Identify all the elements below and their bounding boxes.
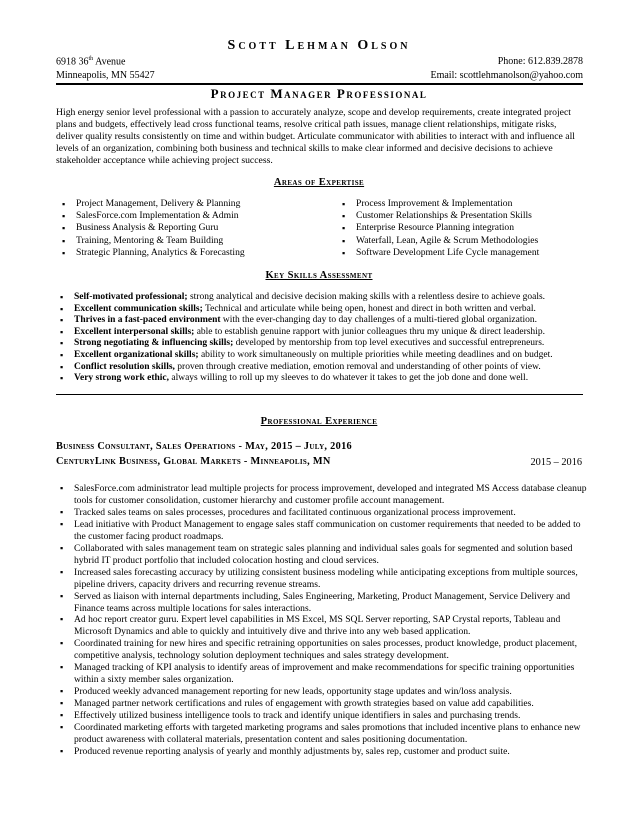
job-bullet: ▪ Tracked sales teams on sales processes, procedures and facilitated continuous organizational process improvement. xyxy=(56,507,588,519)
skill-description: able to establish genuine rapport with junior colleagues thru my unique & direct leadership. xyxy=(194,326,545,337)
skill-description: with the ever-changing day to day challenges of a multi-tiered global organization. xyxy=(220,315,538,326)
skill-name: Excellent organizational skills; xyxy=(74,349,199,360)
skill-description: always willing to roll up my sleeves to do whatever it takes to get the job done and done well. xyxy=(169,373,529,384)
expertise-list-right xyxy=(338,198,598,259)
skill-name: Very strong work ethic, xyxy=(74,373,169,384)
job-bullet: ▪ Produced revenue reporting analysis of yearly and monthly adjustments by, sales rep, customer and product suite. xyxy=(56,746,588,758)
address-line-2: Minneapolis, MN 55427 xyxy=(56,70,155,81)
job-bullet: ▪ Effectively utilized business intelligence tools to track and identify unique identifiers in sales and purchasing trends. xyxy=(56,710,588,722)
summary-paragraph: High energy senior level professional with a passion to accurately analyze, scope and develop requirements, create integrated project plans and budgets, effectively lead cross functional teams, resolve critical path issues, manage client relationships, mitigate risks, deliver quality results consistently on time and within budget. Articulate communicator with abilities to interact with and influence all levels of an organization, combining both business and technical skills to make clear informed and decisive decisions to achieve stakeholder acceptance while achieving project success. xyxy=(56,107,575,167)
expertise-item: ▪ Customer Relationships & Presentation Skills xyxy=(338,210,598,222)
skill-description: ability to work simultaneously on multiple priorities while meeting deadlines and on budget. xyxy=(198,349,553,360)
skill-item xyxy=(56,327,596,339)
skill-name: Conflict resolution skills, xyxy=(74,361,175,372)
skill-name: Self-motivated professional; xyxy=(74,292,188,302)
job-bullet: ▪ Served as liaison with internal departments including, Sales Engineering, Marketing, Product Management, Service Delivery and Finance teams across multiple locations for sales interactions. xyxy=(56,591,588,615)
candidate-name: Scott Lehman Olson xyxy=(227,38,411,53)
expertise-item: ▪ Waterfall, Lean, Agile & Scrum Methodologies xyxy=(338,235,598,247)
professional-title: Project Manager Professional xyxy=(210,86,428,101)
skill-item xyxy=(56,304,596,316)
skill-name: Excellent communication skills; xyxy=(74,303,203,314)
address-street-name: Avenue xyxy=(93,56,126,68)
job-bullet: ▪ SalesForce.com administrator lead multiple projects for process improvement, developed and integrated MS Access database cleanup tools for customer consolidation, customer hierarchy and customer profile account management. xyxy=(56,483,588,507)
skills-heading: Key Skills Assessment xyxy=(265,270,373,281)
skill-item xyxy=(56,373,596,385)
skill-item xyxy=(56,338,596,350)
address-line-1 xyxy=(56,56,125,67)
skills-list xyxy=(56,292,596,385)
job-bullet: ▪ Coordinated training for new hires and specific retraining opportunities on sales processes, product knowledge, product placement, competitive analysis, technology solution deployment techniques and sales strategy development. xyxy=(56,638,588,662)
expertise-item: ▪ Software Development Life Cycle management xyxy=(338,247,598,259)
skill-item xyxy=(56,362,596,374)
skill-item xyxy=(56,315,596,327)
job-dates: 2015 – 2016 xyxy=(530,457,582,468)
job-bullet: ▪ Managed partner network certifications and rules of engagement with growth strategies based on value add capabilities. xyxy=(56,698,588,710)
job-bullet: ▪ Lead initiative with Product Management to engage sales staff communication on customer requirements that needed to be added to the customer facing product roadmaps. xyxy=(56,519,588,543)
job-bullet: ▪ Coordinated marketing efforts with targeted marketing programs and sales promotions that included incentive plans to enhance new product awareness with collateral materials, presentation content and sales positioning documentation. xyxy=(56,722,588,746)
job-title: Business Consultant, Sales Operations - May, 2015 – July, 2016 xyxy=(56,441,352,452)
skills-rule xyxy=(56,394,583,395)
skill-item xyxy=(56,292,596,304)
expertise-item: ▪ Process Improvement & Implementation xyxy=(338,198,598,210)
expertise-heading: Areas of Expertise xyxy=(273,177,365,188)
skill-description: developed by mentorship from top level executives and successful entrepreneurs. xyxy=(233,338,545,349)
job-bullet: ▪ Produced weekly advanced management reporting for new leads, opportunity stage updates and win/loss analysis. xyxy=(56,686,588,698)
skill-description: strong analytical and decisive decision making skills with a relentless desire to achieve goals. xyxy=(187,292,546,302)
phone: Phone: 612.839.2878 xyxy=(497,56,583,67)
skill-name: Strong negotiating & influencing skills; xyxy=(74,338,234,349)
address-suffix: th xyxy=(88,56,94,62)
expertise-item: ▪ Training, Mentoring & Team Building xyxy=(58,235,328,247)
expertise-item: ▪ Strategic Planning, Analytics & Forecasting xyxy=(58,247,328,259)
job-bullets xyxy=(56,483,588,758)
skill-description: Technical and articulate while being open, honest and direct in both written and verbal. xyxy=(202,303,536,314)
header-rule xyxy=(56,83,583,85)
job-bullet: ▪ Increased sales forecasting accuracy by utilizing consistent business modeling while anticipating exceptions from multiple sources, pipeline drivers, capacity drivers and recurring revenue streams. xyxy=(56,567,588,591)
expertise-list-left xyxy=(58,198,328,259)
skill-description: proven through creative mediation, emotion removal and understanding of other points of view. xyxy=(174,361,541,372)
job-company: CenturyLink Business, Global Markets - Minneapolis, MN xyxy=(56,456,331,467)
expertise-item: ▪ Business Analysis & Reporting Guru xyxy=(58,222,328,234)
email: Email: scottlehmanolson@yahoo.com xyxy=(430,70,583,81)
address-street-number: 6918 36 xyxy=(56,56,89,68)
job-bullet: ▪ Ad hoc report creator guru. Expert level capabilities in MS Excel, MS SQL Server reporting, SAP Crystal reports, Tableau and Microsoft Dynamics and able to quickly and intuitively dive and thrive into any web based application. xyxy=(56,614,588,638)
expertise-item: ▪ SalesForce.com Implementation & Admin xyxy=(58,210,328,222)
experience-heading: Professional Experience xyxy=(260,416,378,427)
expertise-item: ▪ Enterprise Resource Planning integration xyxy=(338,222,598,234)
job-bullet: ▪ Managed tracking of KPI analysis to identify areas of improvement and make recommendations for specific training opportunities within a sixty member sales organization. xyxy=(56,662,588,686)
expertise-item: ▪ Project Management, Delivery & Planning xyxy=(58,198,328,210)
skill-name: Excellent interpersonal skills; xyxy=(74,326,195,337)
job-bullet: ▪ Collaborated with sales management team on strategic sales planning and individual sales goals for segmented and solution based hybrid IT product portfolio that included colocation hosting and cloud services. xyxy=(56,543,588,567)
skill-item xyxy=(56,350,596,362)
skill-name: Thrives in a fast-paced environment xyxy=(74,315,221,326)
